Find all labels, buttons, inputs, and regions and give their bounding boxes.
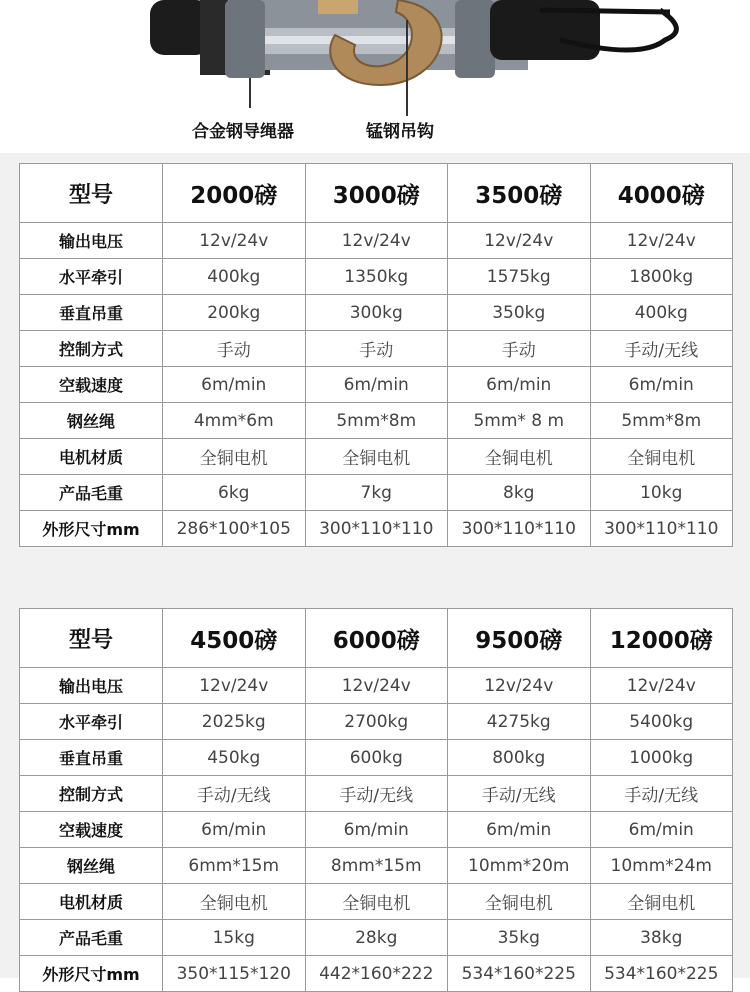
table-row — [20, 668, 733, 704]
spec-value-cell: 全铜电机 — [305, 439, 448, 475]
spec-value-cell: 1575kg — [448, 259, 591, 295]
spec-value-cell: 534*160*225 — [590, 956, 733, 992]
spec-name-cell: 输出电压 — [20, 223, 163, 259]
table-row — [20, 704, 733, 740]
table-row — [20, 223, 733, 259]
spec-value-cell: 350kg — [448, 295, 591, 331]
spec-value-cell: 6kg — [163, 475, 306, 511]
spec-name-cell: 控制方式 — [20, 776, 163, 812]
spec-value-cell: 5mm*8m — [305, 403, 448, 439]
spec-value-cell: 手动 — [305, 331, 448, 367]
spec-name-cell: 产品毛重 — [20, 920, 163, 956]
spec-value-cell: 300*110*110 — [590, 511, 733, 547]
header-label-cell: 型号 — [20, 164, 163, 223]
spec-name-cell: 电机材质 — [20, 884, 163, 920]
spec-value-cell: 600kg — [305, 740, 448, 776]
hook-label: 锰钢吊钩 — [366, 122, 434, 142]
spec-value-cell: 6m/min — [163, 812, 306, 848]
spec-value-cell: 286*100*105 — [163, 511, 306, 547]
model-header-cell: 12000磅 — [590, 609, 733, 668]
table-row — [20, 295, 733, 331]
model-header-cell: 6000磅 — [305, 609, 448, 668]
spec-value-cell: 5400kg — [590, 704, 733, 740]
spec-value-cell: 10mm*24m — [590, 848, 733, 884]
spec-value-cell: 5mm*8m — [590, 403, 733, 439]
spec-value-cell: 2700kg — [305, 704, 448, 740]
model-header-cell: 4500磅 — [163, 609, 306, 668]
spec-name-cell: 钢丝绳 — [20, 403, 163, 439]
spec-value-cell: 6m/min — [590, 812, 733, 848]
spec-value-cell: 4mm*6m — [163, 403, 306, 439]
model-header-cell: 2000磅 — [163, 164, 306, 223]
spec-name-cell: 电机材质 — [20, 439, 163, 475]
spec-value-cell: 6m/min — [448, 367, 591, 403]
spec-value-cell: 12v/24v — [590, 668, 733, 704]
spec-table-1 — [19, 163, 733, 547]
spec-value-cell: 1350kg — [305, 259, 448, 295]
spec-name-cell: 外形尺寸mm — [20, 511, 163, 547]
table-row — [20, 740, 733, 776]
table-row — [20, 331, 733, 367]
spec-value-cell: 10kg — [590, 475, 733, 511]
spec-value-cell: 手动 — [163, 331, 306, 367]
spec-value-cell: 534*160*225 — [448, 956, 591, 992]
model-header-cell: 4000磅 — [590, 164, 733, 223]
spec-name-cell: 空载速度 — [20, 812, 163, 848]
spec-value-cell: 全铜电机 — [448, 439, 591, 475]
spec-value-cell: 12v/24v — [590, 223, 733, 259]
spec-value-cell: 400kg — [590, 295, 733, 331]
spec-name-cell: 钢丝绳 — [20, 848, 163, 884]
model-header-cell: 3000磅 — [305, 164, 448, 223]
spec-value-cell: 全铜电机 — [590, 884, 733, 920]
spec-value-cell: 6m/min — [163, 367, 306, 403]
spec-name-cell: 垂直吊重 — [20, 295, 163, 331]
spec-value-cell: 7kg — [305, 475, 448, 511]
spec-name-cell: 水平牵引 — [20, 704, 163, 740]
table-row — [20, 920, 733, 956]
spec-name-cell: 水平牵引 — [20, 259, 163, 295]
spec-value-cell: 6m/min — [305, 367, 448, 403]
model-header-cell: 9500磅 — [448, 609, 591, 668]
fairlead-label: 合金钢导绳器 — [192, 122, 294, 142]
header-label-cell: 型号 — [20, 609, 163, 668]
spec-value-cell: 手动/无线 — [163, 776, 306, 812]
model-header-cell: 3500磅 — [448, 164, 591, 223]
spec-value-cell: 12v/24v — [305, 223, 448, 259]
spec-name-cell: 空载速度 — [20, 367, 163, 403]
spec-value-cell: 12v/24v — [163, 223, 306, 259]
table-row — [20, 403, 733, 439]
spec-value-cell: 15kg — [163, 920, 306, 956]
spec-value-cell: 全铜电机 — [305, 884, 448, 920]
spec-value-cell: 6mm*15m — [163, 848, 306, 884]
spec-value-cell: 全铜电机 — [163, 884, 306, 920]
spec-value-cell: 全铜电机 — [448, 884, 591, 920]
spec-value-cell: 12v/24v — [448, 668, 591, 704]
spec-value-cell: 10mm*20m — [448, 848, 591, 884]
table-header-row — [20, 609, 733, 668]
spec-value-cell: 12v/24v — [448, 223, 591, 259]
spec-value-cell: 300*110*110 — [448, 511, 591, 547]
spec-value-cell: 28kg — [305, 920, 448, 956]
spec-value-cell: 6m/min — [305, 812, 448, 848]
product-photo — [0, 0, 750, 153]
table-row — [20, 884, 733, 920]
spec-name-cell: 控制方式 — [20, 331, 163, 367]
table-row — [20, 367, 733, 403]
spec-value-cell: 12v/24v — [305, 668, 448, 704]
spec-value-cell: 350*115*120 — [163, 956, 306, 992]
spec-value-cell: 400kg — [163, 259, 306, 295]
table-row — [20, 776, 733, 812]
spec-value-cell: 35kg — [448, 920, 591, 956]
table-row — [20, 475, 733, 511]
spec-value-cell: 5mm* 8 m — [448, 403, 591, 439]
spec-value-cell: 6m/min — [448, 812, 591, 848]
spec-value-cell: 8mm*15m — [305, 848, 448, 884]
spec-value-cell: 手动/无线 — [590, 776, 733, 812]
spec-value-cell: 200kg — [163, 295, 306, 331]
spec-value-cell: 1800kg — [590, 259, 733, 295]
spec-value-cell: 全铜电机 — [590, 439, 733, 475]
spec-value-cell: 8kg — [448, 475, 591, 511]
table-row — [20, 511, 733, 547]
spec-value-cell: 300kg — [305, 295, 448, 331]
spec-value-cell: 12v/24v — [163, 668, 306, 704]
spec-value-cell: 全铜电机 — [163, 439, 306, 475]
spec-name-cell: 输出电压 — [20, 668, 163, 704]
spec-value-cell: 450kg — [163, 740, 306, 776]
table-header-row — [20, 164, 733, 223]
table-row — [20, 812, 733, 848]
spec-value-cell: 1000kg — [590, 740, 733, 776]
spec-value-cell: 4275kg — [448, 704, 591, 740]
spec-value-cell: 2025kg — [163, 704, 306, 740]
spec-table-2 — [19, 608, 733, 992]
spec-value-cell: 手动/无线 — [590, 331, 733, 367]
spec-value-cell: 442*160*222 — [305, 956, 448, 992]
spec-value-cell: 300*110*110 — [305, 511, 448, 547]
table-row — [20, 848, 733, 884]
spec-value-cell: 6m/min — [590, 367, 733, 403]
spec-value-cell: 手动 — [448, 331, 591, 367]
spec-value-cell: 800kg — [448, 740, 591, 776]
table-row — [20, 259, 733, 295]
spec-value-cell: 38kg — [590, 920, 733, 956]
spec-name-cell: 外形尺寸mm — [20, 956, 163, 992]
table-row — [20, 439, 733, 475]
spec-value-cell: 手动/无线 — [448, 776, 591, 812]
spec-name-cell: 垂直吊重 — [20, 740, 163, 776]
spec-name-cell: 产品毛重 — [20, 475, 163, 511]
table-row — [20, 956, 733, 992]
spec-value-cell: 手动/无线 — [305, 776, 448, 812]
